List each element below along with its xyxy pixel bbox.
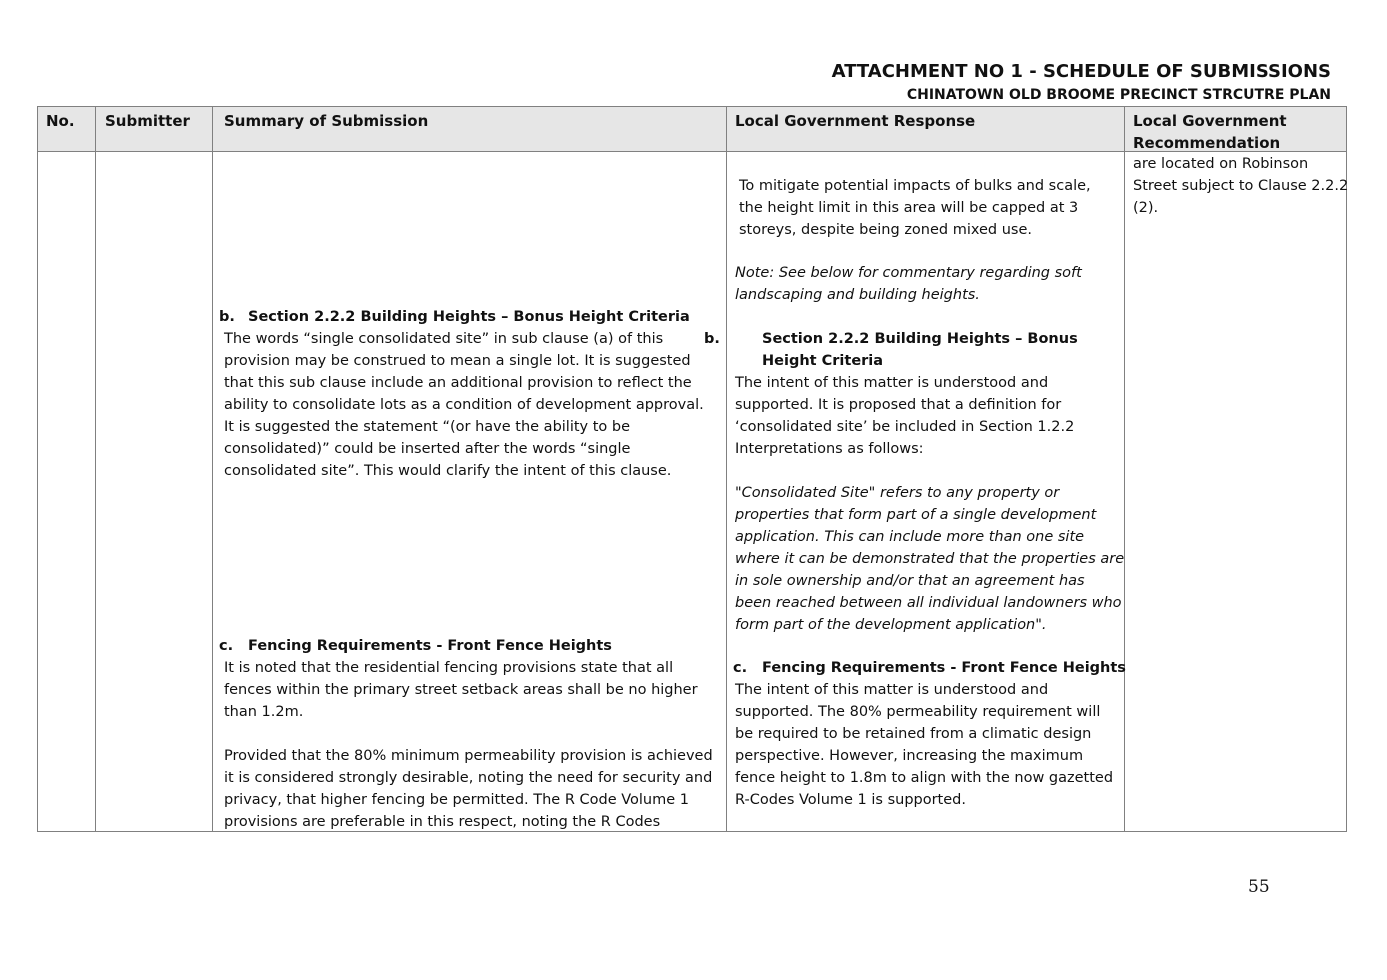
document-subtitle: CHINATOWN OLD BROOME PRECINCT STRCUTRE PLAN [906,87,1331,103]
column-header-summary: Summary of Submission [224,112,429,130]
consolidated-site-definition: "Consolidated Site" refers to any property or properties that form part of a single development application. This can include more than one site where it can be demonstrated that the properties are in sole ownership and/or that an agreement has been reached between all individual landowners who form part of the development application". [735,485,1125,633]
response-section-c-letter: c. [733,660,748,676]
response-section-c-title: Fencing Requirements - Front Fence Heights [762,660,1126,676]
summary-section-c-heading [219,635,612,657]
column-header-recommendation: Local Government Recommendation [1133,112,1287,152]
column-divider [1124,106,1125,832]
response-section-b-text: The intent of this matter is understood and supported. It is proposed that a definition for ‘consolidated site’ be included in Section 1.2.2 Interpretations as follows: [735,375,1075,457]
response-section-b-letter: b. [704,331,720,347]
column-divider [95,106,96,832]
summary-section-b-title: Section 2.2.2 Building Heights – Bonus Height Criteria [248,309,690,325]
column-divider [726,106,727,832]
document-title: ATTACHMENT NO 1 - SCHEDULE OF SUBMISSIONS [831,61,1331,82]
summary-section-c-title: Fencing Requirements - Front Fence Heights [248,638,612,654]
summary-section-b-letter: b. [219,309,235,325]
response-section-b-heading [704,328,1122,372]
response-note-text: Note: See below for commentary regarding soft landscaping and building heights. [735,265,1082,303]
summary-section-c-text-continued: Provided that the 80% minimum permeability provision is achieved it is considered strongly desirable, noting the need for security and privacy, that higher fencing be permitted. The R Code Volume 1 provisions are preferable in this respect, noting the R Codes [224,748,713,830]
column-header-response: Local Government Response [735,112,976,130]
column-header-submitter: Submitter [105,112,190,130]
column-divider [212,106,213,832]
response-intro-text: To mitigate potential impacts of bulks and scale, the height limit in this area will be capped at 3 storeys, despite being zoned mixed use. [739,178,1091,238]
recommendation-text: are located on Robinson Street subject to Clause 2.2.2 (2). [1133,156,1349,216]
summary-section-b-heading [219,306,690,328]
table-left-border [37,106,38,832]
response-section-c-text: The intent of this matter is understood and supported. The 80% permeability requirement will be required to be retained from a climatic design perspective. However, increasing the maximum fence height to 1.8m to align with the now gazetted R-Codes Volume 1 is supported. [735,682,1114,808]
summary-section-b-text: The words “single consolidated site” in sub clause (a) of this provision may be construed to mean a single lot. It is suggested that this sub clause include an additional provision to reflect the ability to consolidate lots as a condition of development approval. It is suggested the statement “(or have the ability to be consolidated)” could be inserted after the words “single consolidated site”. This would clarify the intent of this clause. [224,331,704,479]
page-number: 55 [1248,877,1270,897]
response-section-b-title: Section 2.2.2 Building Heights – Bonus Height Criteria [762,331,1078,369]
summary-section-c-letter: c. [219,638,234,654]
column-header-no: No. [46,112,75,130]
response-section-c-heading [733,657,1126,679]
summary-section-c-text: It is noted that the residential fencing provisions state that all fences within the primary street setback areas shall be no higher than 1.2m. [224,660,698,720]
table-top-border [37,106,1347,107]
